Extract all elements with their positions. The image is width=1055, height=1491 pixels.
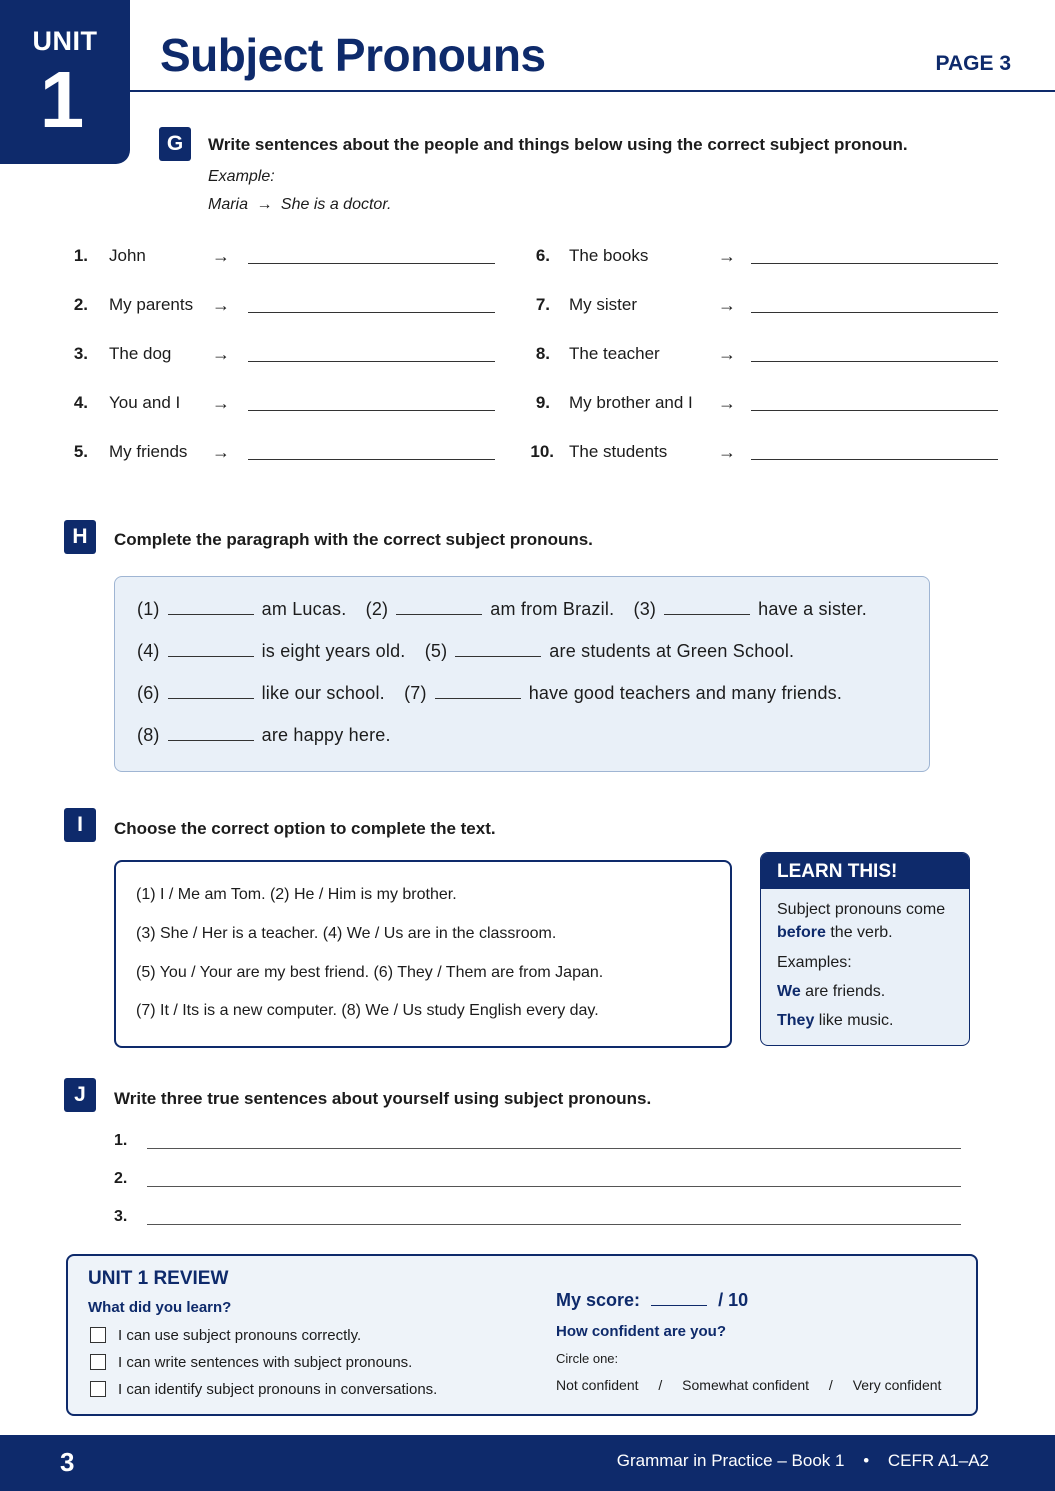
item-number: 10. [530, 442, 554, 461]
arrow-icon: → [212, 295, 230, 315]
unit-review-box [66, 1254, 978, 1416]
sentence-number: 2. [114, 1170, 128, 1187]
writing-line[interactable] [147, 1224, 961, 1225]
options-line[interactable]: (3) She / Her is a teacher. (4) We / Us are in the classroom. [136, 925, 557, 942]
options-box [114, 860, 732, 1048]
blank[interactable] [664, 600, 750, 615]
paragraph-text: am from Brazil. [490, 599, 615, 619]
score-total: / 10 [718, 1290, 749, 1310]
section-j-letter: J [64, 1078, 96, 1112]
checklist-item: I can write sentences with subject pronouns. [118, 1354, 413, 1371]
g-item [520, 442, 1040, 472]
paragraph-line [137, 683, 842, 704]
item-subject: My brother and I [569, 393, 693, 412]
item-number: 5. [73, 442, 88, 461]
section-g-instruction: Write sentences about the people and things below using the correct subject pronoun. [208, 135, 908, 154]
item-subject: John [109, 246, 146, 265]
footer-page-number: 3 [60, 1447, 75, 1477]
sentence-number: 1. [114, 1132, 128, 1149]
header-divider [130, 90, 1055, 92]
learn-this-text: like music. [814, 1012, 894, 1029]
item-subject: My sister [569, 295, 637, 314]
answer-line[interactable] [751, 361, 998, 362]
options-line[interactable]: (7) It / Its is a new computer. (8) We / Us study English every day. [136, 1002, 599, 1019]
arrow-icon: → [718, 442, 736, 462]
separator: / [828, 1377, 833, 1393]
answer-line[interactable] [248, 361, 495, 362]
blank-number: (6) [137, 683, 160, 703]
checklist-item: I can identify subject pronouns in conversations. [118, 1381, 438, 1398]
section-h-letter: H [64, 520, 96, 554]
g-item [0, 344, 520, 374]
arrow-icon: → [212, 442, 230, 462]
paragraph-text: are happy here. [261, 725, 391, 745]
example-sentence [208, 196, 392, 214]
section-g-letter: G [159, 127, 191, 161]
answer-line[interactable] [751, 312, 998, 313]
writing-line[interactable] [147, 1148, 961, 1149]
footer-book-title: Grammar in Practice – Book 1 [616, 1451, 845, 1470]
paragraph-line [137, 725, 391, 746]
separator: / [658, 1377, 663, 1393]
paragraph-text: is eight years old. [261, 641, 406, 661]
item-number: 2. [73, 295, 88, 314]
footer-bullet: • [863, 1451, 870, 1470]
learn-this-text: the verb. [825, 924, 893, 941]
g-left-column [0, 246, 520, 486]
section-h-instruction: Complete the paragraph with the correct subject pronouns. [114, 530, 593, 549]
page-title: Subject Pronouns [160, 29, 546, 81]
blank[interactable] [168, 600, 254, 615]
item-subject: The dog [109, 344, 172, 363]
example-subject: Maria [208, 196, 249, 213]
learn-this-box [760, 852, 970, 1046]
writing-line[interactable] [147, 1186, 961, 1187]
paragraph-text: are students at Green School. [549, 641, 795, 661]
blank[interactable] [168, 726, 254, 741]
blank[interactable] [435, 684, 521, 699]
item-number: 8. [535, 344, 550, 363]
paragraph-text: like our school. [261, 683, 385, 703]
confidence-options [556, 1377, 941, 1393]
score-label: My score: [556, 1290, 641, 1310]
blank-number: (4) [137, 641, 160, 661]
options-line[interactable]: (5) You / Your are my best friend. (6) They / Them are from Japan. [136, 964, 604, 981]
item-subject: My friends [109, 442, 188, 461]
learn-this-example [777, 1012, 893, 1030]
blank-number: (8) [137, 725, 160, 745]
arrow-icon: → [718, 393, 736, 413]
arrow-icon: → [718, 344, 736, 364]
paragraph-text: have good teachers and many friends. [528, 683, 843, 703]
review-title: UNIT 1 REVIEW [88, 1268, 229, 1289]
answer-line[interactable] [751, 459, 998, 460]
item-number: 4. [73, 393, 88, 412]
blank[interactable] [396, 600, 482, 615]
arrow-icon: → [256, 196, 273, 213]
g-item [520, 393, 1040, 423]
blank-number: (3) [633, 599, 657, 619]
item-subject: The books [569, 246, 649, 265]
blank[interactable] [455, 642, 541, 657]
confidence-option[interactable]: Not confident [556, 1377, 639, 1393]
blank-number: (1) [137, 599, 160, 619]
answer-line[interactable] [248, 459, 495, 460]
example-answer: She is a doctor. [280, 196, 392, 213]
arrow-icon: → [212, 344, 230, 364]
score-blank[interactable] [651, 1293, 707, 1306]
g-item [0, 295, 520, 325]
circle-one-label: Circle one: [556, 1351, 619, 1366]
learn-this-bold: They [777, 1012, 815, 1029]
g-right-column [520, 246, 1040, 486]
paragraph-line [137, 599, 867, 620]
item-subject: The teacher [569, 344, 660, 363]
options-line[interactable]: (1) I / Me am Tom. (2) He / Him is my brother. [136, 886, 457, 903]
footer-book-info [617, 1451, 989, 1471]
unit-word: UNIT [32, 26, 98, 56]
section-i-letter: I [64, 808, 96, 842]
item-number: 1. [73, 246, 88, 265]
g-item [520, 344, 1040, 374]
example-label: Example: [208, 168, 275, 185]
checkbox[interactable] [90, 1381, 106, 1397]
learn-this-rule-line [777, 924, 893, 942]
item-subject: My parents [109, 295, 194, 314]
learn-this-rule: Subject pronouns come [777, 901, 946, 918]
section-i-instruction: Choose the correct option to complete the text. [114, 819, 496, 838]
blank-number: (5) [424, 641, 448, 661]
answer-line[interactable] [248, 312, 495, 313]
arrow-icon: → [718, 295, 736, 315]
paragraph-box [114, 576, 930, 772]
g-item [520, 295, 1040, 325]
learn-this-text: are friends. [800, 983, 886, 1000]
answer-line[interactable] [248, 410, 495, 411]
item-subject: The students [569, 442, 668, 461]
confidence-option[interactable]: Somewhat confident [682, 1377, 810, 1393]
blank[interactable] [168, 642, 254, 657]
learn-this-example [777, 983, 885, 1001]
item-number: 7. [535, 295, 550, 314]
paragraph-text: have a sister. [758, 599, 867, 619]
checklist-item: I can use subject pronouns correctly. [118, 1327, 362, 1344]
item-subject: You and I [109, 393, 181, 412]
review-subtitle: What did you learn? [88, 1299, 232, 1316]
g-item [0, 442, 520, 472]
learn-this-heading: LEARN THIS! [761, 853, 969, 889]
sentence-number: 3. [114, 1208, 128, 1225]
blank[interactable] [168, 684, 254, 699]
unit-tab [0, 0, 130, 164]
section-j-instruction: Write three true sentences about yourself using subject pronouns. [114, 1089, 652, 1108]
learn-this-bold: We [777, 983, 801, 1000]
g-item [520, 246, 1040, 276]
arrow-icon: → [212, 246, 230, 266]
confidence-option[interactable]: Very confident [852, 1377, 942, 1393]
blank-number: (7) [404, 683, 427, 703]
confidence-question: How confident are you? [556, 1323, 727, 1340]
blank-number: (2) [365, 599, 389, 619]
score-row [556, 1290, 748, 1311]
paragraph-text: am Lucas. [261, 599, 347, 619]
page-footer [0, 1435, 1055, 1491]
paragraph-line [137, 641, 794, 662]
checkbox[interactable] [90, 1327, 106, 1343]
unit-number: 1 [39, 55, 85, 144]
footer-level: CEFR A1–A2 [887, 1451, 989, 1470]
answer-line[interactable] [751, 263, 998, 264]
arrow-icon: → [718, 246, 736, 266]
item-number: 6. [535, 246, 550, 265]
page-label: PAGE 3 [935, 52, 1011, 75]
arrow-icon: → [212, 393, 230, 413]
checkbox[interactable] [90, 1354, 106, 1370]
learn-this-examples-label: Examples: [777, 954, 852, 971]
g-item [0, 246, 520, 276]
learn-this-bold: before [777, 924, 826, 941]
item-number: 3. [73, 344, 88, 363]
item-number: 9. [535, 393, 550, 412]
answer-line[interactable] [751, 410, 998, 411]
g-item [0, 393, 520, 423]
answer-line[interactable] [248, 263, 495, 264]
